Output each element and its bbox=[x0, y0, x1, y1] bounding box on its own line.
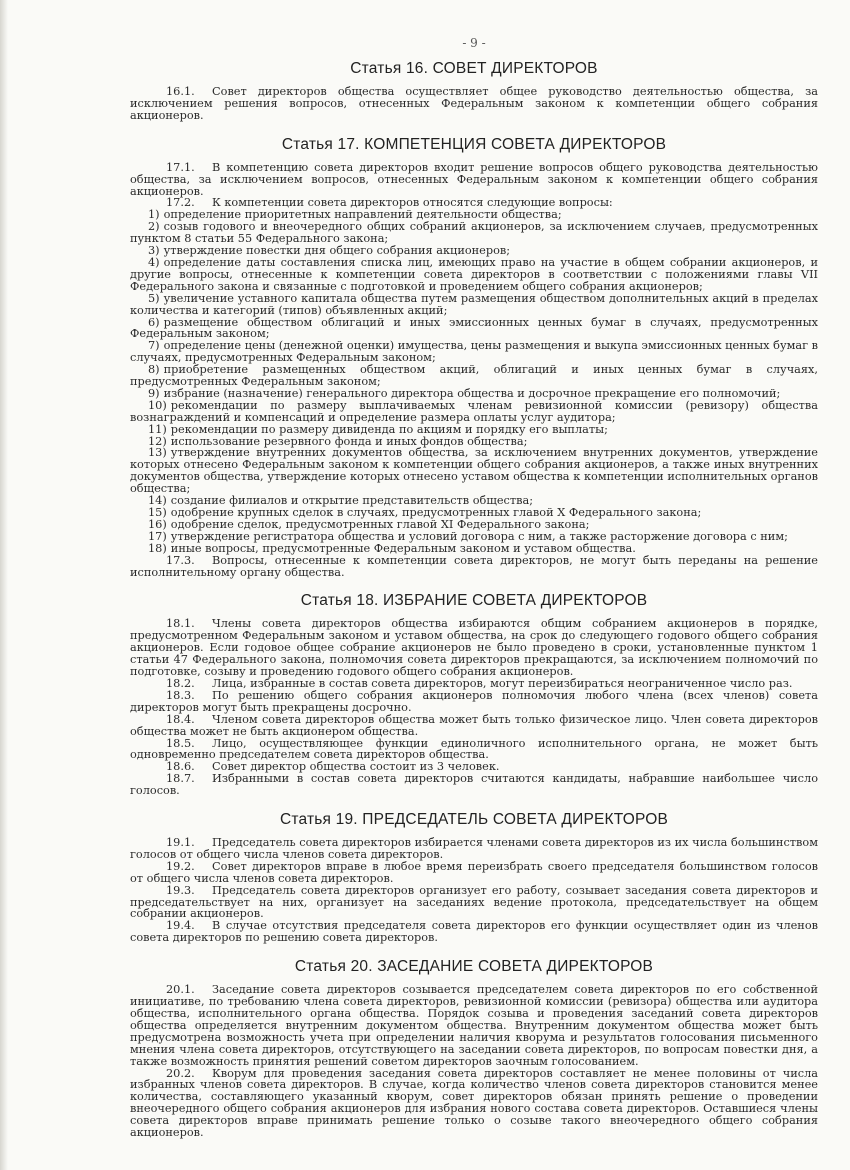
paragraph-number: 18.1. bbox=[166, 617, 195, 631]
paragraph bbox=[130, 690, 818, 714]
list-item-text: определение приоритетных направлений деятельности общества; bbox=[163, 208, 562, 222]
list-item-text: создание филиалов и открытие представительств общества; bbox=[170, 494, 534, 508]
list-item-text: размещение обществом облигаций и иных эмиссионных ценных бумаг в случаях, предусмотренных Федеральным законом; bbox=[130, 315, 818, 341]
list-item-number: 13) bbox=[148, 446, 167, 460]
list-item-number: 17) bbox=[148, 529, 167, 543]
list-item-number: 7) bbox=[148, 339, 160, 353]
list-item-number: 15) bbox=[148, 506, 167, 519]
paragraph-number: 19.1. bbox=[166, 836, 195, 850]
paragraph-number: 19.4. bbox=[166, 919, 195, 933]
article-title: Статья 19. ПРЕДСЕДАТЕЛЬ СОВЕТА ДИРЕКТОРОВ bbox=[279, 811, 668, 829]
list-item-text: увеличение уставного капитала общества путем размещения обществом дополнительных акций в пределах количества и категорий (типов) объявленных акций; bbox=[130, 291, 818, 317]
list-item-number: 14) bbox=[148, 494, 167, 508]
list-item-text: одобрение сделок, предусмотренных главой XI Федерального закона; bbox=[170, 517, 590, 531]
list-item bbox=[130, 257, 818, 293]
article-title: Статья 18. ИЗБРАНИЕ СОВЕТА ДИРЕКТОРОВ bbox=[300, 592, 648, 610]
list-item-text: созыв годового и внеочередного общих собраний акционеров, за исключением случаев, предусмотренных пунктом 8 статьи 55 Федерального закона; bbox=[130, 220, 818, 246]
list-item bbox=[130, 400, 818, 424]
paragraph bbox=[130, 162, 818, 198]
paragraph bbox=[130, 885, 818, 921]
list-item bbox=[130, 364, 818, 388]
list-item-text: использование резервного фонда и иных фондов общества; bbox=[170, 434, 528, 448]
article-section bbox=[130, 136, 818, 579]
list-item-number: 6) bbox=[148, 315, 160, 329]
article-title: Статья 20. ЗАСЕДАНИЕ СОВЕТА ДИРЕКТОРОВ bbox=[294, 958, 654, 976]
paragraph-text: Кворум для проведения заседания совета директоров составляет не менее половины от числа избранных членов совета директоров. В случае, когда количество членов совета директоров становится менее количества, составляющего указанный кворум, совет директоров обязан принять решение о проведении внеочередного общего собрания акционеров для избрания нового состава совета директоров. Оставшиеся члены совета директоров вправе принимать решение только о созыве такого внеочередного общего собрания акционеров. bbox=[130, 1066, 818, 1140]
article-section bbox=[130, 958, 818, 1139]
paragraph bbox=[130, 837, 818, 861]
paragraph-text: Члены совета директоров общества избираются общим собранием акционеров в порядке, предусмотренном Федеральным законом и уставом общества, на срок до следующего годового общего собрания акционеров. Если годовое общее собрание акционеров не было проведено в сроки, установленные пунктом 1 статьи 47 Федерального закона, полномочия совета директоров прекращаются, за исключением полномочий по подготовке, созыву и проведению годового общего собрания акционеров. bbox=[130, 617, 818, 679]
paragraph bbox=[130, 555, 818, 579]
list-item-text: приобретение размещенных обществом акций, облигаций и иных ценных бумаг в случаях, предусмотренных Федеральным законом; bbox=[130, 363, 818, 389]
list-item-number: 5) bbox=[148, 291, 160, 305]
list-item-text: определение даты составления списка лиц, имеющих право на участие в общем собрании акционеров, и другие вопросы, отнесенные к компетенции совета директоров в соответствии с положениями главы VII Федерального закона и связанные с подготовкой и проведением общего собрания акционеров; bbox=[130, 255, 818, 293]
list-item bbox=[130, 317, 818, 341]
paragraph-number: 20.2. bbox=[166, 1066, 195, 1080]
paragraph-text: В случае отсутствия председателя совета директоров его функции осуществляет один из членов совета директоров по решению совета директоров. bbox=[130, 919, 818, 945]
paragraph-number: 17.1. bbox=[166, 160, 195, 174]
list-item-number: 11) bbox=[148, 422, 167, 436]
list-item-text: утверждение регистратора общества и условий договора с ним, а также расторжение договора с ним; bbox=[170, 529, 788, 543]
list-item-number: 2) bbox=[148, 220, 160, 234]
paragraph-text: Вопросы, отнесенные к компетенции совета директоров, не могут быть переданы на решение исполнительному органу общества. bbox=[130, 553, 818, 579]
list-item-number: 8) bbox=[148, 363, 160, 377]
paragraph-text: Избранными в состав совета директоров считаются кандидаты, набравшие наибольшее число голосов. bbox=[130, 772, 818, 798]
list-item-text: определение цены (денежной оценки) имущества, цены размещения и выкупа эмиссионных ценных бумаг в случаях, предусмотренных Федеральным законом; bbox=[130, 339, 818, 365]
list-item-text: одобрение крупных сделок в случаях, предусмотренных главой X Федерального закона; bbox=[170, 506, 702, 519]
article-section bbox=[130, 60, 818, 122]
list-item-number: 4) bbox=[148, 255, 160, 269]
paragraph-text: Лица, избранные в состав совета директоров, могут переизбираться неограниченное число раз. bbox=[212, 676, 793, 690]
paragraph-text: Заседание совета директоров созывается председателем совета директоров по его собственной инициативе, по требованию члена совета директоров, ревизионной комиссии (ревизора) общества или аудитора общества, исполнительного органа общества. Порядок созыва и проведения заседаний совета директоров общества определяется внутренним документом общества. Внутренним документом общества может быть предусмотрена возможность учета при определении наличия кворума и результатов голосования письменного мнения члена совета директоров, отсутствующего на заседании совета директоров, по вопросам повестки дня, а также возможность принятия решений советом директоров заочным голосованием. bbox=[130, 983, 818, 1068]
paragraph-number: 18.5. bbox=[166, 736, 195, 750]
paragraph-text: Председатель совета директоров организует его работу, созывает заседания совета директоров и председательствует на них, организует на заседаниях ведение протокола, председательствует на общем собрании акционеров. bbox=[130, 883, 818, 921]
scan-edge-shadow bbox=[0, 0, 8, 1170]
paragraph-text: По решению общего собрания акционеров полномочия любого члена (всех членов) совета директоров могут быть прекращены досрочно. bbox=[130, 688, 818, 714]
paragraph-number: 18.4. bbox=[166, 712, 195, 726]
paragraph-text: Лицо, осуществляющее функции единоличного исполнительного органа, не может быть одновременно председателем совета директоров общества. bbox=[130, 736, 818, 762]
document-body bbox=[130, 60, 818, 1139]
paragraph-text: Совет директор общества состоит из 3 человек. bbox=[212, 760, 500, 774]
paragraph-number: 18.3. bbox=[166, 688, 195, 702]
paragraph-number: 19.3. bbox=[166, 883, 195, 897]
list-item-number: 10) bbox=[148, 398, 167, 412]
list-item-number: 18) bbox=[148, 541, 167, 555]
list-item-number: 12) bbox=[148, 434, 167, 448]
paragraph-number: 19.2. bbox=[166, 859, 195, 873]
paragraph-number: 18.2. bbox=[166, 676, 195, 690]
paragraph-number: 18.7. bbox=[166, 772, 195, 786]
paragraph-number: 20.1. bbox=[166, 983, 195, 997]
list-item-text: утверждение повестки дня общего собрания акционеров; bbox=[163, 244, 511, 258]
list-item-number: 3) bbox=[148, 244, 160, 258]
list-item bbox=[130, 293, 818, 317]
article-section bbox=[130, 811, 818, 944]
list-item bbox=[130, 447, 818, 495]
list-item bbox=[130, 221, 818, 245]
paragraph bbox=[130, 1068, 818, 1139]
paragraph-text: В компетенцию совета директоров входит решение вопросов общего руководства деятельностью общества, за исключением вопросов, отнесенных Федеральным законом к компетенции общего собрания акционеров. bbox=[130, 160, 818, 198]
paragraph bbox=[130, 773, 818, 797]
list-item-number: 1) bbox=[148, 208, 160, 222]
list-item-text: рекомендации по размеру выплачиваемых членам ревизионной комиссии (ревизору) общества вознаграждений и компенсаций и определение размера оплаты услуг аудитора; bbox=[130, 398, 818, 424]
paragraph-number: 16.1. bbox=[166, 85, 195, 98]
paragraph-text: Совет директоров вправе в любое время переизбрать своего председателя большинством голосов от общего числа членов совета директоров. bbox=[130, 859, 818, 885]
list-item-text: иные вопросы, предусмотренные Федеральным законом и уставом общества. bbox=[170, 541, 636, 555]
page-number: - 9 - bbox=[462, 36, 486, 50]
paragraph-text: Совет директоров общества осуществляет общее руководство деятельностью общества, за исключением решения вопросов, отнесенных Федеральным законом к компетенции общего собрания акционеров. bbox=[130, 85, 818, 122]
paragraph-text: Членом совета директоров общества может быть только физическое лицо. Член совета директоров общества может не быть акционером общества. bbox=[130, 712, 818, 738]
list-item-text: избрание (назначение) генерального директора общества и досрочное прекращение его полномочий; bbox=[163, 386, 781, 400]
paragraph-text: К компетенции совета директоров относятся следующие вопросы: bbox=[212, 196, 613, 210]
list-item-text: утверждение внутренних документов общества, за исключением внутренних документов, утверждение которых отнесено Федеральным законом к компетенции общего собрания акционеров, а также иных внутренних документов общества, утверждение которых отнесено уставом общества к компетенции исполнительных органов общества; bbox=[130, 446, 818, 496]
paragraph bbox=[130, 861, 818, 885]
paragraph-text: Председатель совета директоров избирается членами совета директоров из их числа большинством голосов от общего числа членов совета директоров. bbox=[130, 836, 818, 861]
list-item-number: 16) bbox=[148, 517, 167, 531]
paragraph bbox=[130, 618, 818, 678]
list-item bbox=[130, 340, 818, 364]
paragraph bbox=[130, 86, 818, 122]
paragraph-number: 18.6. bbox=[166, 760, 195, 774]
article-section bbox=[130, 592, 818, 797]
paragraph bbox=[130, 714, 818, 738]
article-title: Статья 17. КОМПЕТЕНЦИЯ СОВЕТА ДИРЕКТОРОВ bbox=[281, 135, 667, 153]
article-title: Статья 16. СОВЕТ ДИРЕКТОРОВ bbox=[350, 60, 598, 77]
paragraph-number: 17.3. bbox=[166, 553, 195, 567]
paragraph-number: 17.2. bbox=[166, 196, 195, 210]
list-item-text: рекомендации по размеру дивиденда по акциям и порядку его выплаты; bbox=[170, 422, 608, 436]
paragraph bbox=[130, 738, 818, 762]
paragraph bbox=[130, 920, 818, 944]
paragraph bbox=[130, 984, 818, 1067]
list-item-number: 9) bbox=[148, 386, 160, 400]
